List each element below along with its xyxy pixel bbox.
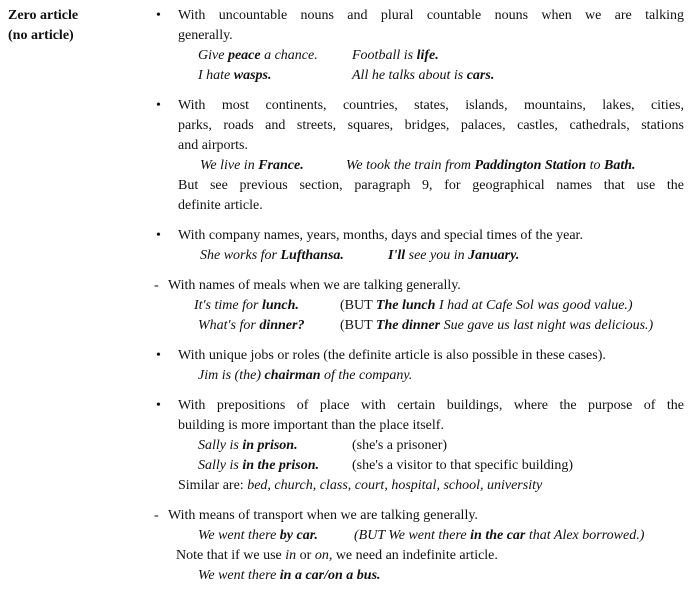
example-row: [178, 246, 684, 266]
rule-text: With prepositions of place with certain buildings, where the purpose of the: [178, 398, 684, 413]
example: (BUT The dinner Sue gave us last night was delicious.): [340, 318, 654, 333]
heading-title: Zero article: [8, 8, 79, 23]
bullet-marker: •: [156, 398, 161, 413]
note-text: But see previous section, paragraph 9, for geographical names that use the: [178, 178, 684, 193]
example: I'll see you in January.: [388, 248, 520, 263]
example-row: [178, 66, 684, 86]
rules-list: [156, 6, 684, 586]
example-row: [168, 566, 684, 586]
example: Sally is in prison.: [198, 438, 298, 453]
example: Jim is (the) chairman of the company.: [198, 368, 413, 383]
example: Give peace a chance.: [198, 48, 318, 63]
note-text: definite article.: [178, 198, 263, 213]
example-gloss: (she's a prisoner): [352, 438, 448, 453]
rule-text: parks, roads and streets, squares, bridges, palaces, castles, cathedrals, stations: [178, 118, 684, 133]
dash-marker: -: [154, 278, 159, 293]
similar-text: Similar are: bed, church, class, court, hospital, school, university: [178, 478, 543, 493]
example-row: [178, 436, 684, 456]
rule-text: With unique jobs or roles (the definite article is also possible in these cases).: [178, 348, 606, 363]
rule-transport: [154, 506, 684, 586]
bullet-marker: •: [156, 8, 161, 23]
example-row: [178, 366, 684, 386]
example-row: [178, 156, 684, 176]
rule-text: building is more important than the place itself.: [178, 418, 444, 433]
example-row: [178, 456, 684, 476]
dash-marker: -: [154, 508, 159, 523]
heading-subtitle: (no article): [8, 28, 74, 43]
rule-text: generally.: [178, 28, 233, 43]
section-heading: [8, 6, 78, 46]
example: She works for Lufthansa.: [200, 248, 344, 263]
rule-unique-jobs: [156, 346, 684, 386]
example-row: [178, 46, 684, 66]
bullet-marker: •: [156, 348, 161, 363]
rule-place-names: [156, 96, 684, 216]
example-row: [168, 296, 684, 316]
rule-uncountable-nouns: [156, 6, 684, 86]
rule-text: With means of transport when we are talking generally.: [168, 508, 478, 523]
rule-text: With company names, years, months, days and special times of the year.: [178, 228, 583, 243]
example-row: [168, 316, 684, 336]
rule-text: and airports.: [178, 138, 248, 153]
example: All he talks about is cars.: [352, 68, 495, 83]
rule-meals: [154, 276, 684, 336]
rule-text: With uncountable nouns and plural countable nouns when we are talking: [178, 8, 684, 23]
example: Sally is in the prison.: [198, 458, 319, 473]
example: We live in France.: [200, 158, 304, 173]
example: I hate wasps.: [198, 68, 272, 83]
rule-buildings: [156, 396, 684, 496]
rule-company-names: [156, 226, 684, 266]
rule-text: With names of meals when we are talking generally.: [168, 278, 461, 293]
example: We went there in a car/on a bus.: [198, 568, 381, 583]
bullet-marker: •: [156, 228, 161, 243]
example: What's for dinner?: [198, 318, 305, 333]
example-gloss: (she's a visitor to that specific building): [352, 458, 574, 473]
example: We went there by car.: [198, 528, 318, 543]
example: We took the train from Paddington Station to Bath.: [346, 158, 636, 173]
rule-text: With most continents, countries, states, islands, mountains, lakes, cities,: [178, 98, 684, 113]
example-row: [168, 526, 684, 546]
example: (BUT The lunch I had at Cafe Sol was good value.): [340, 298, 633, 313]
note-text: Note that if we use in or on, we need an indefinite article.: [176, 548, 498, 563]
example: Football is life.: [352, 48, 439, 63]
example: It's time for lunch.: [194, 298, 299, 313]
example: (BUT We went there in the car that Alex borrowed.): [354, 528, 645, 543]
bullet-marker: •: [156, 98, 161, 113]
